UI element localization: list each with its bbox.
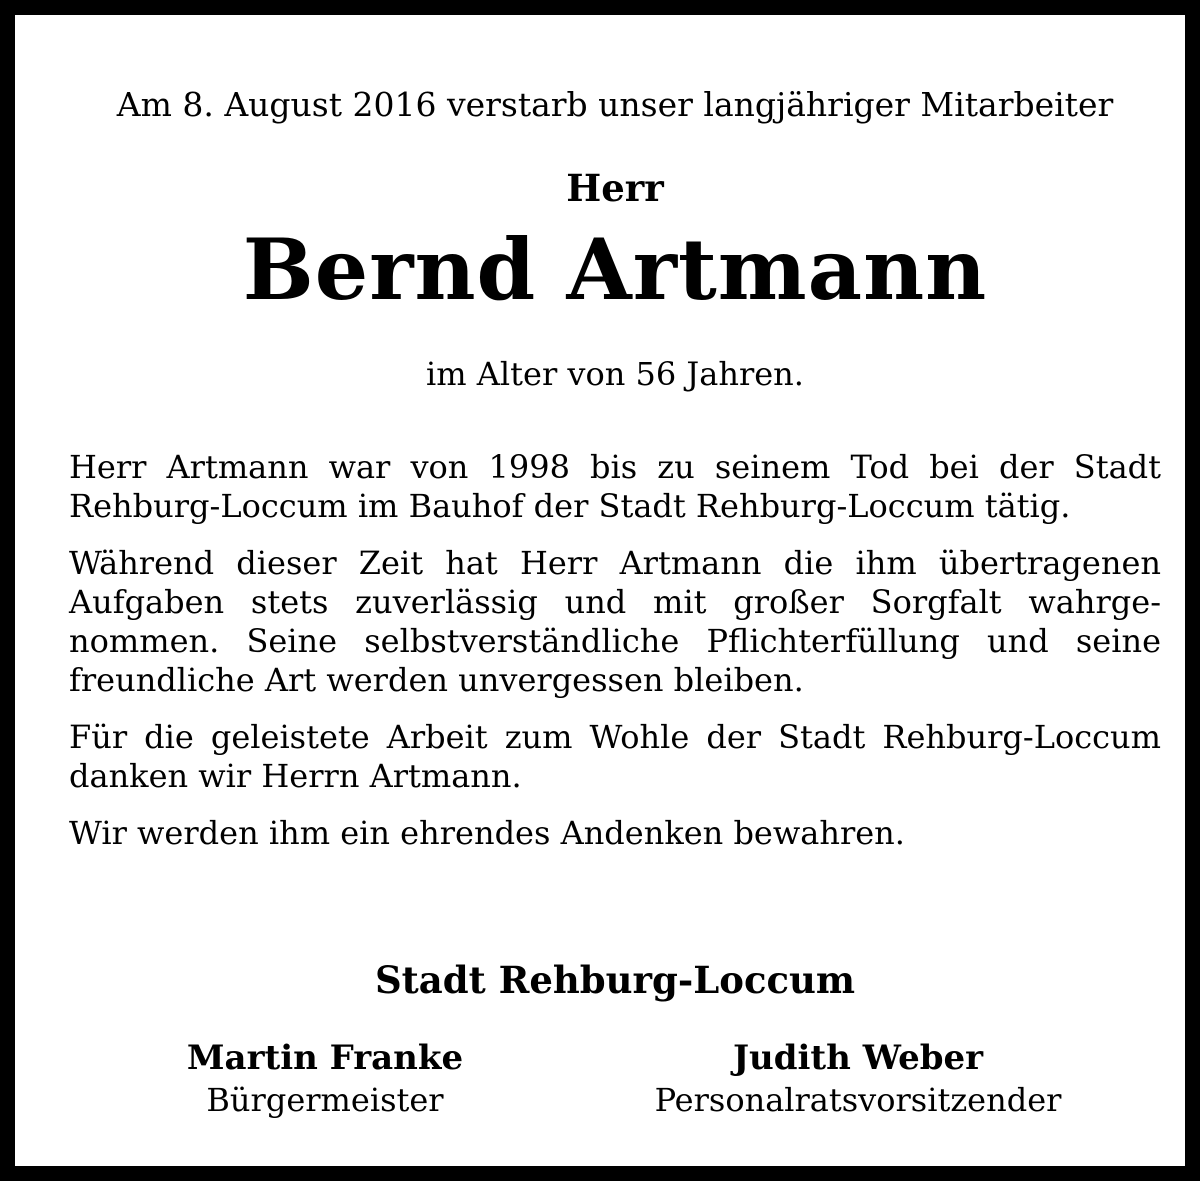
paragraph-line: danken wir Herrn Artmann. [69, 757, 522, 795]
signatory-title: Bürgermeister [206, 1081, 444, 1119]
paragraph-line: nommen. Seine selbstverständliche Pflichterfüllung und seine [69, 622, 1161, 660]
paragraph-line: Rehburg-Loccum im Bauhof der Stadt Rehburg-Loccum tätig. [69, 487, 1071, 525]
paragraph-employment [69, 448, 1161, 526]
paragraph-remembrance [69, 814, 1161, 853]
deceased-name: Bernd Artmann [242, 220, 988, 319]
paragraph-line: Aufgaben stets zuverlässig und mit großer Sorgfalt wahrge- [69, 583, 1161, 621]
notice-body [69, 448, 1161, 871]
signatory-name: Martin Franke [186, 1038, 464, 1078]
organization-name: Stadt Rehburg-Loccum [374, 958, 856, 1002]
paragraph-tribute [69, 544, 1161, 700]
signature-mayor [95, 1037, 555, 1121]
paragraph-line: Während dieser Zeit hat Herr Artmann die ihm übertragenen [69, 544, 1161, 582]
age-line: im Alter von 56 Jahren. [426, 355, 804, 393]
signature-staff-council [628, 1037, 1088, 1121]
paragraph-line: Herr Artmann war von 1998 bis zu seinem Tod bei der Stadt [69, 448, 1161, 486]
paragraph-line: freundliche Art werden unvergessen bleiben. [69, 661, 804, 699]
paragraph-thanks [69, 718, 1161, 796]
paragraph-line: Für die geleistete Arbeit zum Wohle der Stadt Rehburg-Loccum [69, 718, 1161, 756]
signatory-title: Personalratsvorsitzender [654, 1081, 1062, 1119]
intro-line: Am 8. August 2016 verstarb unser langjähriger Mitarbeiter [116, 85, 1114, 124]
honorific: Herr [566, 166, 664, 210]
signatory-name: Judith Weber [732, 1038, 984, 1078]
paragraph-line: Wir werden ihm ein ehrendes Andenken bewahren. [69, 814, 905, 852]
